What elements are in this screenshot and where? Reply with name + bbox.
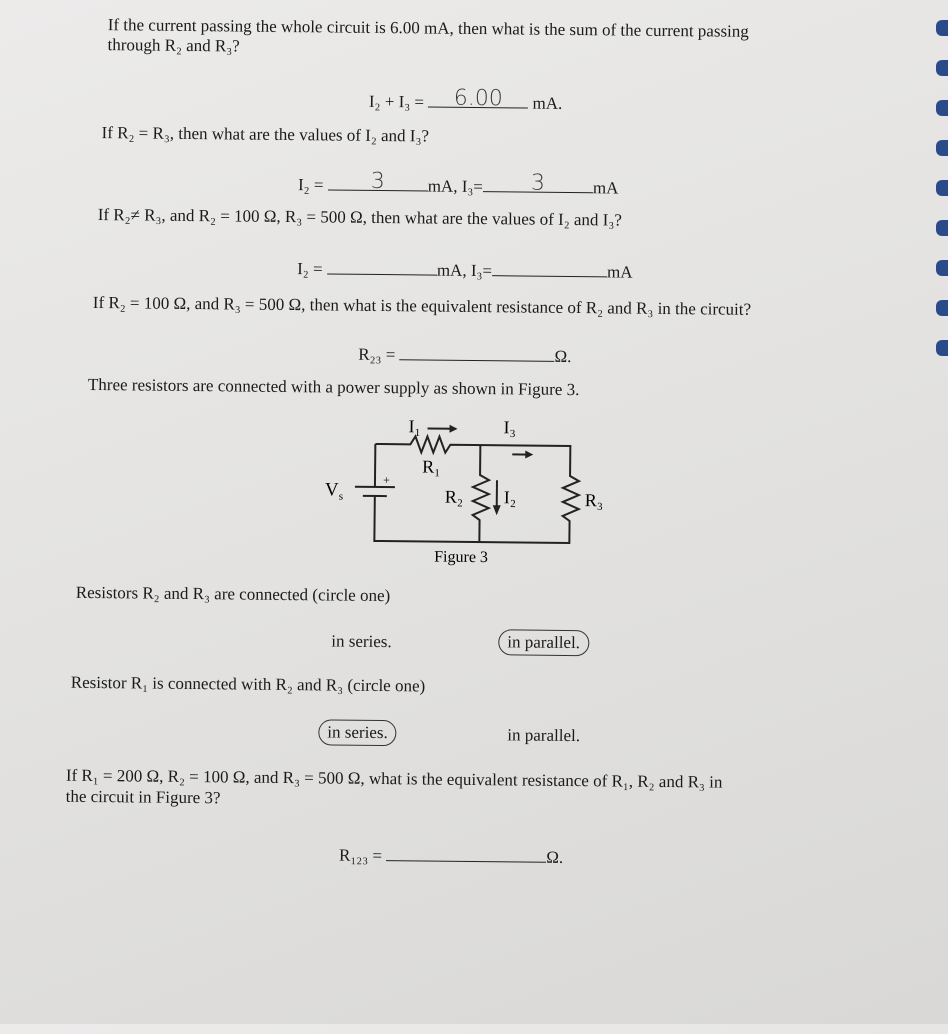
q7-label: R₁₂₃ = [339, 846, 382, 865]
q4-answer [358, 341, 571, 367]
q4-unit: Ω. [554, 347, 571, 366]
i1-label: I₁ [408, 416, 420, 436]
figure-caption: Figure 3 [434, 549, 488, 567]
q2-i2-field[interactable] [328, 171, 428, 191]
q2-i3-label: I₃= [462, 177, 483, 196]
q6-option-series-circled[interactable]: in series. [318, 719, 397, 746]
q3-i2-unit: mA, [437, 261, 467, 280]
q3-i3-unit: mA [607, 262, 633, 281]
q2-i2-answer: 3 [328, 171, 428, 192]
i3-label: I₃ [503, 417, 515, 437]
q6-option-parallel[interactable]: in parallel. [507, 725, 580, 746]
q2-i2-label: I₂ = [298, 175, 324, 194]
q4-text: If R₂ = 100 Ω, and R₃ = 500 Ω, then what is the equivalent resistance of R₂ and R₃ in the circuit? [93, 293, 751, 320]
r3-label: R₃ [585, 490, 603, 510]
q7-unit: Ω. [546, 848, 563, 867]
q7-line1: If R₁ = 200 Ω, R₂ = 100 Ω, and R₃ = 500 Ω, what is the equivalent resistance of R₁, R₂ and R₃ in [66, 766, 723, 793]
q7-field[interactable] [386, 842, 546, 863]
i2-label: I₂ [504, 487, 516, 507]
q4-field[interactable] [400, 341, 555, 362]
q2-i3-unit: mA [593, 178, 619, 197]
q3-text: If R₂≠ R₃, and R₂ = 100 Ω, R₃ = 500 Ω, then what are the values of I₂ and I₃? [98, 205, 622, 230]
r1-label: R₁ [422, 456, 440, 476]
q3-i2-label: I₂ = [297, 259, 323, 278]
q1-unit: mA. [532, 94, 562, 113]
q3-i3-field[interactable] [492, 257, 607, 277]
q2-i3-field[interactable] [483, 173, 593, 193]
q2-i3-answer: 3 [483, 173, 593, 194]
q1-answer-field[interactable] [428, 88, 528, 108]
plus-sign: + [383, 473, 390, 487]
r2-resistor [472, 445, 489, 542]
q1-handwritten-answer: 6.00 [428, 88, 528, 109]
q3-i3-label: I₃= [471, 261, 492, 280]
q2-text: If R₂ = R₃, then what are the values of I₂ and I₃? [102, 123, 430, 146]
battery-symbol [355, 487, 395, 496]
q7-answer [339, 842, 563, 868]
q1-line2: through R₂ and R₃? [107, 35, 239, 56]
q4-label: R₂₃ = [358, 345, 395, 364]
q6-text: Resistor R₁ is connected with R₂ and R₃ (circle one) [71, 673, 426, 697]
figure-intro: Three resistors are connected with a power supply as shown in Figure 3. [88, 375, 580, 400]
q3-answers [297, 255, 633, 283]
vs-label: V [325, 479, 339, 500]
q5-option-parallel-circled[interactable]: in parallel. [498, 629, 589, 656]
q2-answers [298, 171, 619, 198]
q5-text: Resistors R₂ and R₃ are connected (circle one) [76, 583, 391, 606]
q5-option-series[interactable]: in series. [331, 632, 392, 653]
vs-subscript: s [339, 491, 343, 503]
q2-i2-unit: mA, [428, 176, 458, 195]
figure-3-circuit [314, 403, 616, 576]
q3-i2-field[interactable] [327, 255, 437, 275]
q1-eq-label: I₂ + I₃ = [369, 92, 424, 112]
q7-line2: the circuit in Figure 3? [66, 787, 221, 809]
r2-label: R₂ [445, 487, 463, 507]
q1-line1: If the current passing the whole circuit is 6.00 mA, then what is the sum of the current passing [108, 15, 749, 42]
q1-equation [369, 88, 563, 114]
